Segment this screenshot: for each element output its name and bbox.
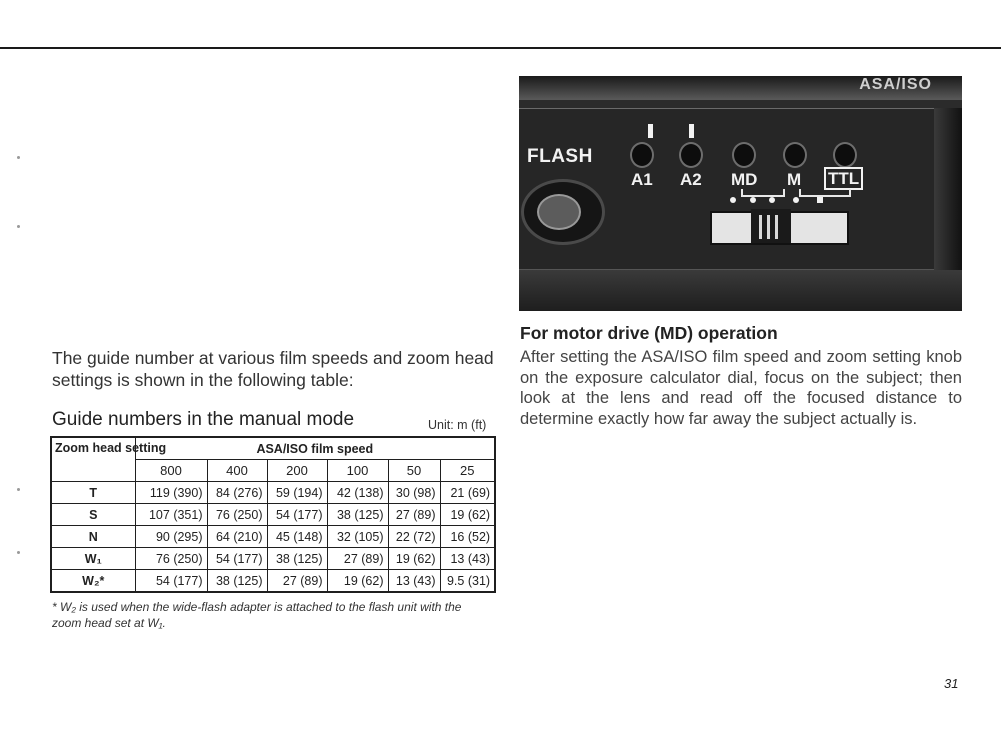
mode-label-md: MD bbox=[731, 170, 758, 189]
edge-speck bbox=[17, 156, 20, 159]
mode-slider-knob bbox=[751, 209, 791, 243]
speed-header: 100 bbox=[327, 460, 388, 482]
edge-speck bbox=[17, 551, 20, 554]
mode-label-ttl-box bbox=[824, 169, 863, 189]
table-cell: 38 (125) bbox=[207, 570, 267, 593]
md-bracket bbox=[741, 189, 785, 197]
mode-lamp-icon bbox=[783, 142, 807, 168]
mode-label-a1: A1 bbox=[631, 170, 653, 189]
position-dot bbox=[730, 197, 736, 203]
table-cell: 54 (177) bbox=[207, 548, 267, 570]
table-cell: 54 (177) bbox=[135, 570, 207, 593]
table-cell: 13 (43) bbox=[440, 548, 495, 570]
slider-ridge bbox=[775, 215, 778, 239]
speed-header: 50 bbox=[388, 460, 440, 482]
position-dot bbox=[817, 197, 823, 203]
table-cell: 21 (69) bbox=[440, 482, 495, 504]
table-cell: 27 (89) bbox=[388, 504, 440, 526]
mode-lamp-icon bbox=[679, 142, 703, 168]
row-setting: S bbox=[51, 504, 135, 526]
zoom-head-header: Zoom head setting bbox=[51, 437, 135, 482]
table-cell: 54 (177) bbox=[267, 504, 327, 526]
edge-speck bbox=[17, 488, 20, 491]
mode-label-m: M bbox=[787, 170, 802, 189]
row-setting: N bbox=[51, 526, 135, 548]
position-dot bbox=[750, 197, 756, 203]
section-body: After setting the ASA/ISO film speed and zoom setting knob on the exposure calculator dial, focus on the subject; then look at the lens and read off the focused distance to determine exactly how far away the subject actually is. bbox=[520, 348, 962, 428]
table-cell: 19 (62) bbox=[388, 548, 440, 570]
flash-label: FLASH bbox=[527, 146, 593, 167]
table-cell: 16 (52) bbox=[440, 526, 495, 548]
table-cell: 27 (89) bbox=[327, 548, 388, 570]
table-cell: 59 (194) bbox=[267, 482, 327, 504]
table-cell: 22 (72) bbox=[388, 526, 440, 548]
photo-top-strip bbox=[519, 76, 962, 100]
table-cell: 30 (98) bbox=[388, 482, 440, 504]
film-speed-header: ASA/ISO film speed bbox=[135, 437, 495, 460]
ttl-bracket bbox=[799, 189, 851, 197]
table-row bbox=[51, 504, 495, 526]
table-row bbox=[51, 570, 495, 593]
table-heading: Guide numbers in the manual mode bbox=[52, 409, 355, 430]
table-cell: 13 (43) bbox=[388, 570, 440, 593]
mode-lamp-icon bbox=[630, 142, 654, 168]
table-row bbox=[51, 548, 495, 570]
intro-paragraph: The guide number at various film speeds and zoom head settings is shown in the following table: bbox=[52, 348, 494, 390]
flash-unit-photo bbox=[519, 76, 962, 311]
speed-header: 800 bbox=[135, 460, 207, 482]
mode-label-a2: A2 bbox=[680, 170, 702, 189]
table-cell: 32 (105) bbox=[327, 526, 388, 548]
indicator-tick bbox=[689, 124, 694, 138]
asa-iso-strip-text: ASA/ISO bbox=[859, 76, 932, 93]
table-row bbox=[51, 482, 495, 504]
table-cell: 64 (210) bbox=[207, 526, 267, 548]
table-cell: 76 (250) bbox=[135, 548, 207, 570]
table-cell: 19 (62) bbox=[327, 570, 388, 593]
slider-ridge bbox=[759, 215, 762, 239]
footnote: * W₂ is used when the wide-flash adapter is attached to the flash unit with the zoom head set at W₁. bbox=[52, 600, 462, 630]
position-dot bbox=[769, 197, 775, 203]
indicator-tick bbox=[648, 124, 653, 138]
table-cell: 90 (295) bbox=[135, 526, 207, 548]
table-cell: 9.5 (31) bbox=[440, 570, 495, 593]
test-button-icon bbox=[537, 194, 581, 230]
table-cell: 76 (250) bbox=[207, 504, 267, 526]
table-cell: 107 (351) bbox=[135, 504, 207, 526]
table-cell: 38 (125) bbox=[327, 504, 388, 526]
row-setting: W₁ bbox=[51, 548, 135, 570]
position-dot bbox=[793, 197, 799, 203]
unit-label: Unit: m (ft) bbox=[428, 418, 487, 432]
top-rule bbox=[0, 47, 1001, 49]
panel-edge bbox=[934, 108, 962, 270]
guide-number-table bbox=[50, 436, 496, 593]
edge-speck bbox=[17, 225, 20, 228]
table-cell: 38 (125) bbox=[267, 548, 327, 570]
mode-label-ttl: TTL bbox=[824, 167, 863, 190]
table-cell: 45 (148) bbox=[267, 526, 327, 548]
page-number: 31 bbox=[944, 676, 959, 691]
table-cell: 19 (62) bbox=[440, 504, 495, 526]
table-cell: 42 (138) bbox=[327, 482, 388, 504]
speed-header: 400 bbox=[207, 460, 267, 482]
row-setting: W₂* bbox=[51, 570, 135, 593]
speed-header: 25 bbox=[440, 460, 495, 482]
mode-lamp-icon bbox=[732, 142, 756, 168]
section-title: For motor drive (MD) operation bbox=[520, 323, 778, 343]
slider-ridge bbox=[767, 215, 770, 239]
table-cell: 84 (276) bbox=[207, 482, 267, 504]
speed-header: 200 bbox=[267, 460, 327, 482]
row-setting: T bbox=[51, 482, 135, 504]
mode-lamp-icon bbox=[833, 142, 857, 168]
photo-bottom-band bbox=[519, 270, 962, 311]
table-cell: 119 (390) bbox=[135, 482, 207, 504]
table-cell: 27 (89) bbox=[267, 570, 327, 593]
table-row bbox=[51, 526, 495, 548]
